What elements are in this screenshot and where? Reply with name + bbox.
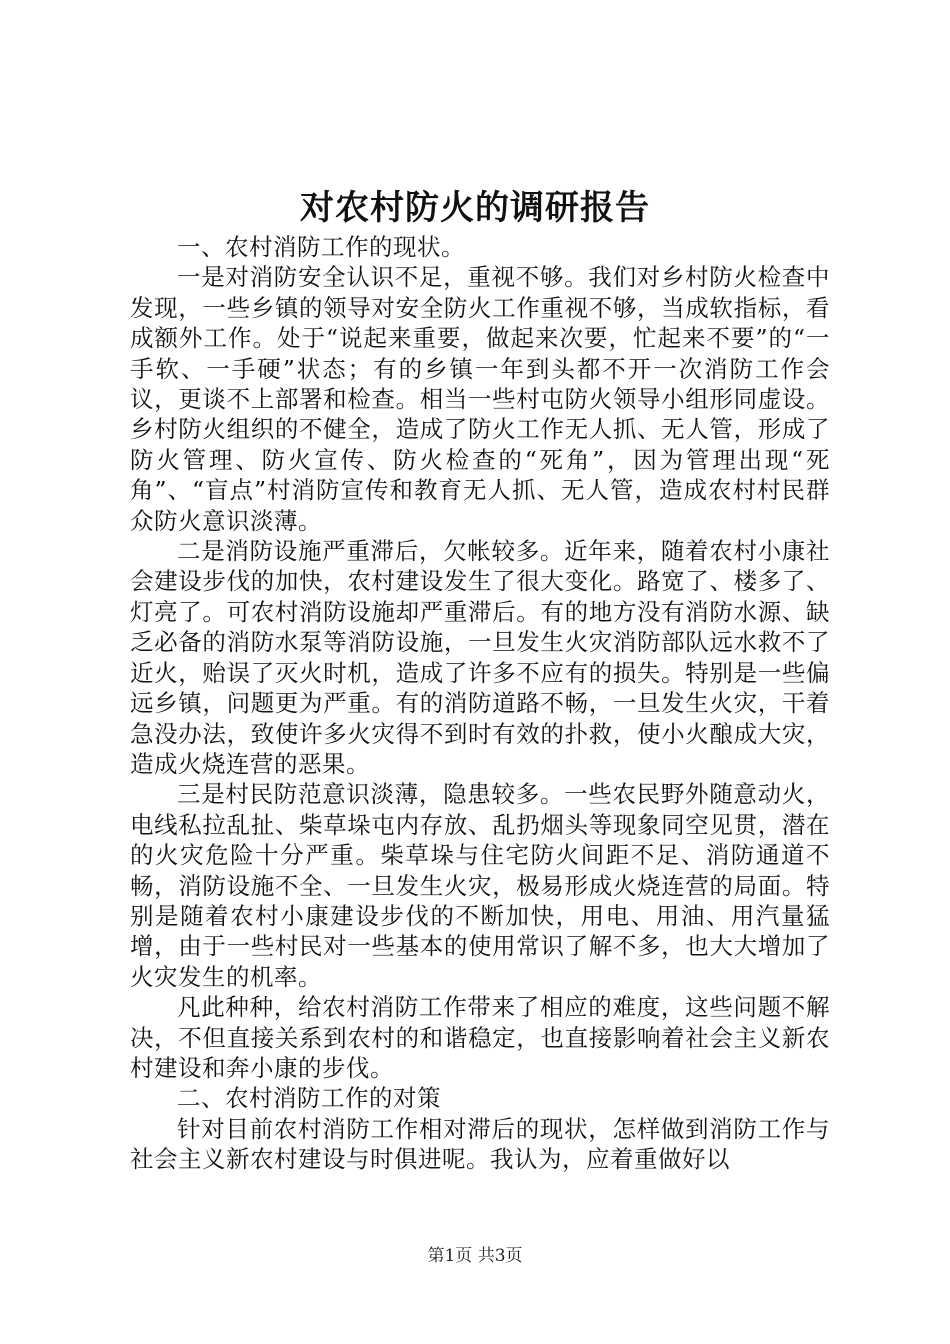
page-number: 第1页 共3页 (427, 1246, 523, 1266)
section-heading-1: 一、农村消防工作的现状。 (177, 233, 465, 261)
section-heading-2: 二、农村消防工作的对策 (177, 1084, 441, 1113)
document-body (130, 232, 830, 1175)
paragraph-4: 凡此种种，给农村消防工作带来了相应的难度，这些问题不解决，不但直接关系到农村的和谐稳定，也直接影响着社会主义新农村建设和奔小康的步伐。 (130, 993, 830, 1082)
paragraph-5: 针对目前农村消防工作相对滞后的现状，怎样做到消防工作与社会主义新农村建设与时俱进呢。我认为，应着重做好以 (130, 1114, 830, 1174)
paragraph-2: 二是消防设施严重滞后，欠帐较多。近年来，随着农村小康社会建设步伐的加快，农村建设发生了很大变化。路宽了、楼多了、灯亮了。可农村消防设施却严重滞后。有的地方没有消防水源、缺乏必备的消防水泵等消防设施，一旦发生火灾消防部队远水救不了近火，贻误了灭火时机，造成了许多不应有的损失。特别是一些偏远乡镇，问题更为严重。有的消防道路不畅，一旦发生火灾，干着急没办法，致使许多火灾得不到时有效的扑救，使小火酿成大灾，造成火烧连营的恶果。 (130, 537, 830, 778)
paragraph-3: 三是村民防范意识淡薄，隐患较多。一些农民野外随意动火，电线私拉乱扯、柴草垛屯内存放、乱扔烟头等现象同空见贯，潜在的火灾危险十分严重。柴草垛与住宅防火间距不足、消防通道不畅，消防设施不全、一旦发生火灾，极易形成火烧连营的局面。特别是随着农村小康建设步伐的不断加快，用电、用油、用汽量猛增，由于一些村民对一些基本的使用常识了解不多，也大大增加了火灾发生的机率。 (130, 780, 830, 991)
paragraph-1: 一是对消防安全认识不足，重视不够。我们对乡村防火检查中发现，一些乡镇的领导对安全防火工作重视不够，当成软指标，看成额外工作。处于“说起来重要，做起来次要，忙起来不要”的“一手软、一手硬”状态；有的乡镇一年到头都不开一次消防工作会议，更谈不上部署和检查。相当一些村屯防火领导小组形同虚设。乡村防火组织的不健全，造成了防火工作无人抓、无人管，形成了防火管理、防火宣传、防火检查的“死角”，因为管理出现“死角”、“盲点”村消防宣传和教育无人抓、无人管，造成农村村民群众防火意识淡薄。 (130, 263, 830, 535)
document-title: 对农村防火的调研报告 (300, 188, 650, 228)
